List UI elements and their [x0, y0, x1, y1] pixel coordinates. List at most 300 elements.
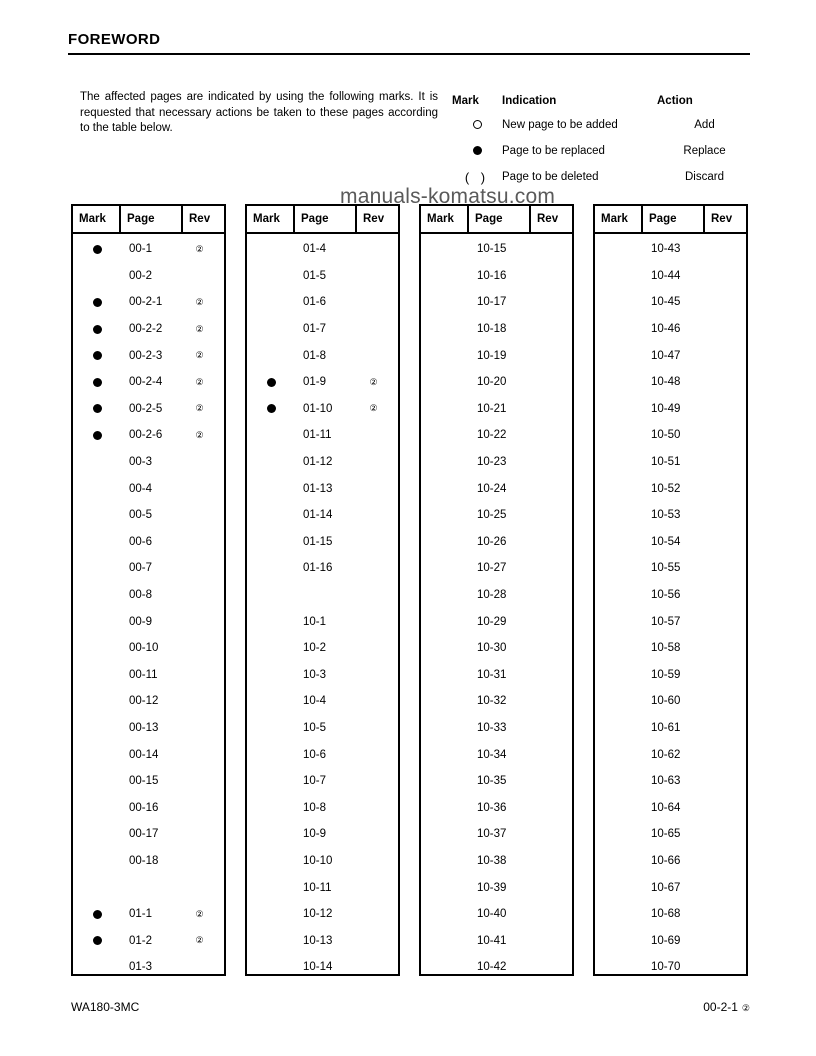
filled-circle-icon: [93, 325, 102, 334]
table-row: [421, 954, 572, 981]
cell-page: 01-4: [303, 243, 327, 256]
cell-page: 00-12: [129, 695, 159, 708]
table-row: [73, 662, 224, 689]
table-row: [73, 794, 224, 821]
cell-page: 00-2-1: [129, 296, 163, 309]
cell-page: 00-17: [129, 828, 159, 841]
footer-rev-symbol: ②: [741, 1003, 750, 1013]
table-row: [247, 954, 398, 981]
cell-page: 00-13: [129, 721, 159, 734]
cell-page: 10-9: [303, 828, 327, 841]
cell-rev: [183, 404, 224, 413]
table-row: [247, 927, 398, 954]
cell-page: 10-69: [651, 934, 681, 947]
cell-mark: [73, 936, 121, 945]
cell-page: 10-26: [477, 535, 507, 548]
table-row: [247, 608, 398, 635]
cell-page: 10-5: [303, 721, 327, 734]
table-header-row: [595, 206, 746, 234]
cell-page: 01-6: [303, 296, 327, 309]
table-row: [595, 529, 746, 556]
cell-page: 10-40: [477, 908, 507, 921]
cell-page: 10-37: [477, 828, 507, 841]
cell-page: 10-59: [651, 668, 681, 681]
legend-header-mark: Mark: [452, 95, 479, 107]
table-row: [73, 954, 224, 981]
table-row: [595, 449, 746, 476]
table-row: [421, 927, 572, 954]
table-row: [595, 263, 746, 290]
table-row: [421, 316, 572, 343]
cell-mark: [73, 378, 121, 387]
table-row: [247, 236, 398, 263]
table-row: [73, 422, 224, 449]
cell-page: 00-9: [129, 615, 153, 628]
cell-page: 00-14: [129, 748, 159, 761]
filled-circle-icon: [93, 431, 102, 440]
cell-page: 10-28: [477, 589, 507, 602]
table-spacer-row: [73, 874, 224, 901]
revision-table-2: [245, 204, 400, 976]
cell-rev: [183, 298, 224, 307]
revision-table-1: [71, 204, 226, 976]
legend-header-indication: Indication: [502, 95, 557, 107]
table-row: [73, 848, 224, 875]
cell-page: 10-18: [477, 323, 507, 336]
table-row: [247, 396, 398, 423]
column-header-mark: Mark: [595, 206, 643, 232]
table-row: [421, 475, 572, 502]
table-row: [73, 635, 224, 662]
legend-indication-replace: Page to be replaced: [502, 145, 605, 157]
table-row: [247, 688, 398, 715]
cell-page: 00-3: [129, 456, 153, 469]
rev-symbol-icon: ②: [195, 403, 204, 414]
column-header-page: Page: [121, 206, 183, 232]
cell-rev: [357, 378, 398, 387]
cell-page: 01-5: [303, 269, 327, 282]
table-row: [421, 901, 572, 928]
column-header-rev: Rev: [363, 213, 385, 225]
cell-page: 01-11: [303, 429, 332, 442]
column-header-rev: Rev: [537, 213, 559, 225]
cell-mark: [73, 245, 121, 254]
cell-page: 10-60: [651, 695, 681, 708]
table-row: [421, 422, 572, 449]
filled-circle-icon: [473, 146, 482, 155]
cell-page: 01-2: [129, 934, 153, 947]
legend-mark-cell: [452, 170, 502, 185]
footer-page-number: 00-2-1: [703, 1000, 738, 1014]
table-row: [595, 582, 746, 609]
cell-page: 00-18: [129, 854, 159, 867]
footer-model: WA180-3MC: [71, 1000, 140, 1014]
table-row: [247, 529, 398, 556]
cell-rev: [183, 431, 224, 440]
table-row: [421, 662, 572, 689]
table-body: [247, 234, 398, 981]
table-row: [73, 316, 224, 343]
footer-page-group: [703, 1000, 750, 1014]
cell-page: 10-58: [651, 642, 681, 655]
cell-mark: [73, 910, 121, 919]
table-row: [595, 342, 746, 369]
cell-page: 01-10: [303, 402, 333, 415]
filled-circle-icon: [267, 378, 276, 387]
cell-page: 10-1: [303, 615, 327, 628]
table-row: [73, 741, 224, 768]
legend-block: [452, 90, 752, 190]
table-row: [595, 715, 746, 742]
filled-circle-icon: [93, 378, 102, 387]
cell-page: 01-1: [129, 908, 153, 921]
table-body: [421, 234, 572, 981]
cell-page: 00-2-6: [129, 429, 163, 442]
cell-page: 00-2: [129, 269, 153, 282]
legend-row-add: [452, 112, 752, 138]
table-row: [73, 396, 224, 423]
table-row: [421, 369, 572, 396]
cell-page: 10-20: [477, 376, 507, 389]
column-header-mark: Mark: [421, 206, 469, 232]
column-header-rev: Rev: [711, 213, 733, 225]
table-row: [73, 502, 224, 529]
table-row: [73, 927, 224, 954]
cell-page: 10-25: [477, 509, 507, 522]
table-row: [595, 688, 746, 715]
cell-page: 00-2-4: [129, 376, 163, 389]
cell-page: 10-30: [477, 642, 507, 655]
revision-table-4: [593, 204, 748, 976]
cell-page: 10-35: [477, 775, 507, 788]
filled-circle-icon: [93, 245, 102, 254]
filled-circle-icon: [93, 404, 102, 413]
table-body: [73, 234, 224, 981]
cell-page: 10-53: [651, 509, 681, 522]
table-row: [595, 369, 746, 396]
cell-page: 10-17: [477, 296, 507, 309]
table-row: [595, 821, 746, 848]
cell-page: 10-52: [651, 482, 681, 495]
table-row: [247, 662, 398, 689]
table-row: [73, 821, 224, 848]
cell-page: 10-44: [651, 269, 681, 282]
cell-page: 01-9: [303, 376, 327, 389]
cell-mark: [247, 378, 295, 387]
rev-symbol-icon: ②: [195, 935, 204, 946]
cell-page: 10-36: [477, 801, 507, 814]
table-row: [247, 635, 398, 662]
cell-page: 01-12: [303, 456, 333, 469]
cell-page: 10-19: [477, 349, 507, 362]
table-row: [421, 794, 572, 821]
legend-row-replace: [452, 138, 752, 164]
cell-page: 10-56: [651, 589, 681, 602]
table-row: [595, 555, 746, 582]
rev-symbol-icon: ②: [195, 243, 204, 254]
column-header-page: Page: [643, 206, 705, 232]
header-divider: [68, 53, 750, 55]
rev-symbol-icon: ②: [369, 376, 378, 387]
table-row: [247, 715, 398, 742]
cell-page: 00-15: [129, 775, 159, 788]
filled-circle-icon: [93, 351, 102, 360]
cell-rev: [183, 936, 224, 945]
legend-header-action: Action: [657, 95, 693, 107]
cell-page: 00-2-3: [129, 349, 163, 362]
legend-action-discard: Discard: [685, 171, 724, 183]
cell-page: 10-24: [477, 482, 507, 495]
cell-page: 00-2-2: [129, 323, 163, 336]
table-row: [73, 768, 224, 795]
column-header-mark: Mark: [73, 206, 121, 232]
cell-page: 10-65: [651, 828, 681, 841]
cell-page: 10-4: [303, 695, 327, 708]
cell-page: 10-63: [651, 775, 681, 788]
table-row: [421, 874, 572, 901]
table-row: [73, 236, 224, 263]
cell-page: 10-67: [651, 881, 681, 894]
table-row: [421, 608, 572, 635]
table-row: [247, 342, 398, 369]
table-row: [421, 715, 572, 742]
cell-page: 10-55: [651, 562, 681, 575]
cell-page: 10-14: [303, 961, 333, 974]
filled-circle-icon: [93, 298, 102, 307]
cell-page: 00-16: [129, 801, 159, 814]
legend-mark-cell: [452, 145, 502, 157]
table-row: [595, 422, 746, 449]
rev-symbol-icon: ②: [195, 350, 204, 361]
table-row: [595, 635, 746, 662]
cell-page: 00-11: [129, 668, 158, 681]
cell-page: 10-33: [477, 721, 507, 734]
cell-page: 10-32: [477, 695, 507, 708]
table-row: [595, 848, 746, 875]
table-row: [595, 316, 746, 343]
cell-rev: [183, 351, 224, 360]
cell-mark: [247, 404, 295, 413]
table-row: [595, 927, 746, 954]
table-row: [247, 794, 398, 821]
table-row: [595, 289, 746, 316]
cell-page: 00-7: [129, 562, 153, 575]
cell-page: 10-16: [477, 269, 507, 282]
table-row: [247, 874, 398, 901]
table-row: [247, 422, 398, 449]
table-row: [247, 848, 398, 875]
table-row: [247, 502, 398, 529]
page-header: [68, 30, 750, 55]
cell-mark: [73, 298, 121, 307]
parentheses-icon: ( ): [464, 169, 490, 185]
table-row: [421, 289, 572, 316]
cell-page: 00-1: [129, 243, 153, 256]
cell-page: 10-70: [651, 961, 681, 974]
cell-page: 00-4: [129, 482, 153, 495]
cell-page: 10-68: [651, 908, 681, 921]
cell-mark: [73, 431, 121, 440]
table-row: [73, 529, 224, 556]
table-row: [421, 502, 572, 529]
cell-page: 10-29: [477, 615, 507, 628]
watermark: manuals-komatsu.com: [340, 185, 556, 208]
table-row: [595, 901, 746, 928]
table-row: [595, 794, 746, 821]
cell-page: 00-10: [129, 642, 159, 655]
cell-page: 10-6: [303, 748, 327, 761]
cell-rev: [183, 910, 224, 919]
rev-symbol-icon: ②: [195, 323, 204, 334]
table-row: [247, 263, 398, 290]
cell-page: 01-16: [303, 562, 333, 575]
legend-header-row: [452, 90, 752, 112]
cell-page: 10-34: [477, 748, 507, 761]
cell-page: 10-66: [651, 854, 681, 867]
table-row: [73, 369, 224, 396]
table-row: [247, 475, 398, 502]
table-row: [595, 608, 746, 635]
table-row: [73, 263, 224, 290]
table-row: [421, 768, 572, 795]
table-row: [247, 449, 398, 476]
rev-symbol-icon: ②: [369, 403, 378, 414]
cell-page: 10-64: [651, 801, 681, 814]
cell-page: 10-22: [477, 429, 507, 442]
intro-paragraph: The affected pages are indicated by using the following marks. It is requested that necessary actions be taken to these pages according to the table below.: [80, 91, 438, 135]
cell-page: 10-39: [477, 881, 507, 894]
cell-page: 01-14: [303, 509, 333, 522]
table-spacer-row: [247, 582, 398, 609]
cell-page: 10-31: [477, 668, 507, 681]
table-body: [595, 234, 746, 981]
cell-page: 10-27: [477, 562, 507, 575]
cell-page: 10-2: [303, 642, 327, 655]
cell-page: 10-8: [303, 801, 327, 814]
filled-circle-icon: [267, 404, 276, 413]
column-header-rev: Rev: [189, 213, 211, 225]
cell-page: 10-46: [651, 323, 681, 336]
table-row: [73, 475, 224, 502]
column-header-mark: Mark: [247, 206, 295, 232]
table-row: [421, 635, 572, 662]
table-row: [73, 582, 224, 609]
table-row: [421, 396, 572, 423]
cell-page: 10-54: [651, 535, 681, 548]
table-row: [247, 901, 398, 928]
table-row: [595, 874, 746, 901]
table-row: [73, 608, 224, 635]
legend-action-add: Add: [694, 119, 715, 131]
table-row: [73, 555, 224, 582]
revision-table-3: [419, 204, 574, 976]
table-row: [421, 236, 572, 263]
legend-mark-cell: [452, 119, 502, 131]
table-row: [73, 449, 224, 476]
table-row: [421, 263, 572, 290]
cell-page: 10-61: [651, 721, 681, 734]
table-row: [595, 502, 746, 529]
cell-page: 10-13: [303, 934, 333, 947]
table-row: [595, 236, 746, 263]
cell-rev: [183, 325, 224, 334]
table-row: [421, 821, 572, 848]
page-title: FOREWORD: [68, 31, 161, 48]
cell-mark: [73, 404, 121, 413]
filled-circle-icon: [93, 936, 102, 945]
cell-page: 10-10: [303, 854, 333, 867]
cell-mark: [73, 351, 121, 360]
cell-page: 01-8: [303, 349, 327, 362]
table-row: [421, 688, 572, 715]
cell-page: 10-41: [477, 934, 507, 947]
table-row: [247, 316, 398, 343]
legend-indication-discard: Page to be deleted: [502, 171, 599, 183]
cell-page: 00-5: [129, 509, 153, 522]
table-row: [421, 582, 572, 609]
table-header-row: [421, 206, 572, 234]
rev-symbol-icon: ②: [195, 429, 204, 440]
table-row: [595, 768, 746, 795]
filled-circle-icon: [93, 910, 102, 919]
cell-page: 01-3: [129, 961, 153, 974]
cell-page: 00-8: [129, 589, 153, 602]
cell-page: 10-62: [651, 748, 681, 761]
cell-page: 00-2-5: [129, 402, 163, 415]
cell-page: 10-11: [303, 881, 332, 894]
cell-page: 10-38: [477, 854, 507, 867]
table-row: [247, 741, 398, 768]
table-row: [73, 901, 224, 928]
table-row: [421, 449, 572, 476]
cell-page: 10-45: [651, 296, 681, 309]
rev-symbol-icon: ②: [195, 296, 204, 307]
cell-page: 10-15: [477, 243, 507, 256]
cell-page: 10-50: [651, 429, 681, 442]
cell-page: 10-21: [477, 402, 507, 415]
cell-page: 10-48: [651, 376, 681, 389]
table-row: [421, 741, 572, 768]
table-row: [595, 396, 746, 423]
rev-symbol-icon: ②: [195, 908, 204, 919]
cell-page: 01-13: [303, 482, 333, 495]
cell-page: 10-47: [651, 349, 681, 362]
cell-page: 00-6: [129, 535, 153, 548]
legend-indication-add: New page to be added: [502, 119, 618, 131]
table-row: [73, 688, 224, 715]
table-row: [595, 475, 746, 502]
open-circle-icon: [473, 120, 482, 129]
cell-page: 10-42: [477, 961, 507, 974]
table-row: [595, 954, 746, 981]
table-row: [421, 529, 572, 556]
cell-page: 10-43: [651, 243, 681, 256]
cell-page: 10-7: [303, 775, 327, 788]
column-header-page: Page: [469, 206, 531, 232]
table-row: [73, 342, 224, 369]
legend-action-replace: Replace: [683, 145, 726, 157]
column-header-page: Page: [295, 206, 357, 232]
table-row: [247, 369, 398, 396]
table-row: [595, 741, 746, 768]
table-row: [73, 289, 224, 316]
table-row: [247, 289, 398, 316]
cell-page: 01-15: [303, 535, 333, 548]
page-footer: [71, 1000, 750, 1014]
table-row: [421, 848, 572, 875]
table-row: [421, 342, 572, 369]
cell-page: 01-7: [303, 323, 327, 336]
